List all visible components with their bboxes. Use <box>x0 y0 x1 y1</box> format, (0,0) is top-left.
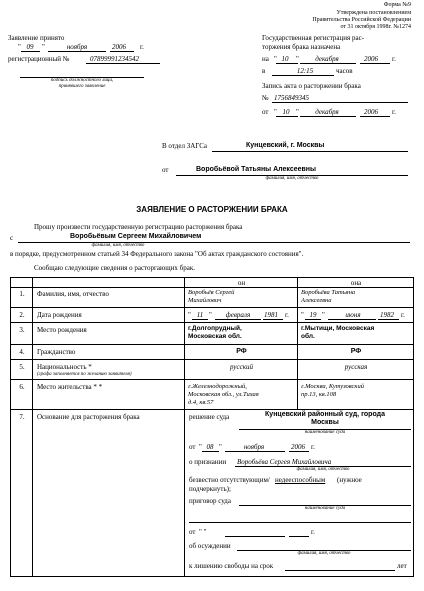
absence-text-2: подчеркнуть); <box>189 485 231 493</box>
record-date-month-line <box>300 116 356 117</box>
recognition-caption: фамилия, имя, отчество <box>296 467 350 472</box>
accepted-year-line <box>110 51 134 52</box>
col-header-he: он <box>185 278 298 288</box>
court-date-quote-close: " <box>219 443 222 451</box>
she-birthplace: г.Мытищи, Московская обл. <box>301 325 375 340</box>
row-number: 4. <box>19 348 25 356</box>
row-label: Дата рождения <box>37 311 82 319</box>
gov-reg-time: 12:15 <box>296 67 314 75</box>
table-row <box>11 360 414 380</box>
he-citizenship: РФ <box>236 348 247 355</box>
accepted-date-quote-open: " <box>18 43 21 51</box>
record-date-year-suffix: г. <box>392 108 396 116</box>
document-title: ЗАЯВЛЕНИЕ О РАСТОРЖЕНИИ БРАКА <box>136 205 288 214</box>
prison-term-suffix: лет <box>397 562 407 570</box>
reg-label: регистрационный № <box>8 55 70 63</box>
court-date-month: ноября <box>243 443 265 451</box>
accepted-month: ноября <box>66 43 88 51</box>
court-date-quote-open: " <box>199 443 202 451</box>
addressee-from-label: от <box>162 166 169 174</box>
row-label: Место жительства * * <box>37 383 103 391</box>
table-row <box>11 380 414 410</box>
court-decision-caption: наименование суда <box>304 430 346 435</box>
absence-text-1: безвестно отсутствующим/ <box>189 476 270 484</box>
convicted-label: об осуждении <box>189 542 231 550</box>
recognition-label: о признании <box>189 458 227 466</box>
table-row <box>11 308 414 323</box>
table-row <box>11 410 414 577</box>
gov-reg-line-2: торжения брака назначена <box>262 43 341 51</box>
he-residence: г.Железнодорожный, Московская обл., ул.Тихая д.4, кв.57 <box>188 383 259 406</box>
gov-reg-month-line <box>300 63 356 64</box>
signature-caption-1: подпись должностного лица, <box>50 78 114 83</box>
prison-term-label: к лишению свободы на срок <box>189 562 274 570</box>
he-birthplace: г.Долгопрудный, Московская обл. <box>188 325 242 340</box>
she-residence: г.Москва, Кутузовский пр.13, кв.108 <box>301 383 364 398</box>
court-date-ot: от <box>189 443 196 451</box>
table-row <box>11 288 414 308</box>
verdict-label: приговор суда <box>189 497 231 505</box>
row-label: Место рождения <box>37 326 87 334</box>
addressee-to-line <box>212 151 408 152</box>
she-dob-quote-open: " <box>301 311 304 319</box>
record-label: Запись акта о расторжении брака <box>262 82 361 90</box>
row-label: Основание для расторжения брака <box>37 413 140 421</box>
addressee-from-value: Воробьёвой Татьяны Алексеевны <box>196 166 317 173</box>
record-number-line <box>272 102 408 103</box>
row-label-note: (графа заполняется по желанию заявителя) <box>37 372 132 377</box>
he-dob-quote-close: " <box>209 311 212 319</box>
accepted-year-suffix: г. <box>140 43 144 51</box>
accepted-label: Заявление принято <box>8 34 65 42</box>
body-with-label: с <box>10 234 14 242</box>
reg-number-line <box>86 63 160 64</box>
row-number: 6. <box>19 383 25 391</box>
verdict-date-quotes: " " <box>199 528 207 536</box>
accepted-day-line <box>21 51 40 52</box>
gov-reg-month: декабря <box>315 55 339 63</box>
record-date-day-line <box>276 116 298 117</box>
body-with-caption: фамилия, имя, отчество <box>91 243 145 248</box>
record-date-year: 2006 <box>364 108 378 116</box>
court-date-year: 2006 <box>291 443 305 451</box>
accepted-month-line <box>48 51 106 52</box>
row-number: 1. <box>19 290 25 298</box>
gov-reg-hours-label: часов <box>336 67 353 75</box>
gov-reg-time-line <box>272 75 334 76</box>
table-row <box>11 323 414 345</box>
body-line-4: Сообщаю следующие сведения о расторгающих брак. <box>34 264 195 272</box>
gov-reg-line-1: Государственная регистрация рас- <box>262 34 365 42</box>
verdict-date-ot: от <box>189 528 196 536</box>
she-dob-month: июня <box>345 311 361 319</box>
he-nationality: русский <box>229 363 253 371</box>
she-nationality: русская <box>344 363 368 371</box>
gov-reg-year: 2006 <box>364 55 378 63</box>
she-dob-quote-close: " <box>322 311 325 319</box>
record-number-sign: № <box>262 94 269 102</box>
gov-reg-v: в <box>262 67 266 75</box>
accepted-day: 09 <box>26 43 34 51</box>
addressee-from-caption: фамилия, имя, отчество <box>265 176 319 181</box>
form-number: Форма №9 <box>383 2 411 8</box>
she-dob-year: 1982 <box>380 311 394 319</box>
he-dob-day: 11 <box>196 311 204 319</box>
gov-reg-day: 10 <box>281 55 289 63</box>
gov-reg-quote-close: " <box>296 55 299 63</box>
body-line-1: Прошу произвести государственную регистрацию расторжения брака <box>34 223 243 231</box>
court-date-day: 08 <box>206 443 214 451</box>
he-dob-month: февраля <box>225 311 251 319</box>
signature-caption-2: принявшего заявление <box>58 84 106 89</box>
row-label: Гражданство <box>37 348 76 356</box>
record-date-day: 10 <box>282 108 290 116</box>
col-header-she: она <box>298 278 414 288</box>
divorce-basis-cell <box>185 410 414 577</box>
she-full-name: Воробьёва Татьяна Алексеевна <box>301 289 356 304</box>
gov-reg-year-line <box>360 63 390 64</box>
record-date-quote-open: " <box>274 108 277 116</box>
approved-line-3: от 31 октября 1998г. №1274 <box>340 24 411 30</box>
record-date-quote-close: " <box>296 108 299 116</box>
verdict-caption: наименование суда <box>304 506 346 511</box>
approved-line-2: Правительства Российской Федерации <box>312 17 411 23</box>
record-date-ot: от <box>262 108 269 116</box>
record-date-year-line <box>360 116 390 117</box>
approved-line-1: Утверждена постановлением <box>336 10 411 16</box>
addressee-to-label: В отдел ЗАГСа <box>162 142 207 150</box>
she-dob-suffix: г. <box>401 311 405 319</box>
absence-text-hint: (нужное <box>337 476 362 484</box>
body-line-3: в порядке, предусмотренном статьей 34 Федерального закона "Об актах гражданского состояния". <box>10 250 304 258</box>
row-number: 2. <box>19 311 25 319</box>
accepted-date-quote-close: " <box>42 43 45 51</box>
convicted-caption: фамилия, имя, отчество <box>297 551 351 556</box>
record-number: 1756849345 <box>274 94 309 102</box>
gov-reg-year-suffix: г. <box>392 55 396 63</box>
he-dob-year: 1981 <box>264 311 278 319</box>
record-date-month: декабря <box>315 108 339 116</box>
body-with-value: Воробьёвым Сергеем Михайловичем <box>70 233 202 240</box>
court-decision-label: решение суда <box>189 413 230 421</box>
row-number: 3. <box>19 326 25 334</box>
info-table <box>10 277 414 577</box>
row-label: Национальность * <box>37 363 92 371</box>
she-citizenship: РФ <box>350 348 362 355</box>
absence-text-incapable: недееспособным <box>275 476 326 484</box>
table-row <box>11 345 414 360</box>
addressee-to-value: Кунцевский, г. Москвы <box>246 142 325 149</box>
accepted-year: 2006 <box>112 43 126 51</box>
she-dob-day: 19 <box>309 311 317 319</box>
verdict-date-suffix: г. <box>311 528 315 536</box>
gov-reg-quote-open: " <box>274 55 277 63</box>
recognition-value: Воробьёва Сергея Михайловича <box>237 458 332 466</box>
row-number: 5. <box>19 363 25 371</box>
gov-reg-na: на <box>262 55 269 63</box>
gov-reg-day-line <box>276 63 298 64</box>
he-full-name: Воробьёв Сергей Михайлович <box>188 289 235 304</box>
he-dob-quote-open: " <box>188 311 191 319</box>
court-decision-value: Кунцевский районный суд, города Москвы <box>265 411 385 426</box>
he-dob-suffix: г. <box>285 311 289 319</box>
court-date-suffix: г. <box>311 443 315 451</box>
row-number: 7. <box>19 413 25 421</box>
row-label: Фамилия, имя, отчество <box>37 290 109 298</box>
reg-number: 07899991234542 <box>90 55 139 63</box>
